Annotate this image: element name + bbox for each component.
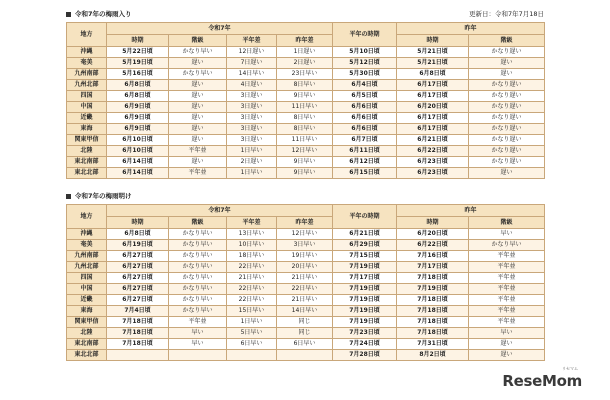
level-cell: かなり早い bbox=[169, 262, 227, 273]
diff-last-cell: 11日早い bbox=[277, 135, 333, 146]
date-cell bbox=[107, 350, 169, 361]
region-cell: 東北北部 bbox=[67, 168, 107, 179]
normal-date-cell: 5月30日頃 bbox=[333, 69, 397, 80]
onset-title-text: 令和7年の梅雨入り bbox=[75, 10, 132, 18]
last-level-cell: かなり遅い bbox=[469, 91, 545, 102]
last-date-cell: 6月17日頃 bbox=[397, 113, 469, 124]
last-date-cell: 6月17日頃 bbox=[397, 80, 469, 91]
level-cell: 遅い bbox=[169, 135, 227, 146]
this-year-header: 令和7年 bbox=[107, 23, 333, 35]
level-cell: 早い bbox=[169, 328, 227, 339]
region-cell: 沖縄 bbox=[67, 229, 107, 240]
updated-date: 更新日：令和7年7月18日 bbox=[468, 10, 544, 18]
table-row bbox=[67, 317, 545, 328]
region-cell: 東北北部 bbox=[67, 350, 107, 361]
region-cell: 北陸 bbox=[67, 146, 107, 157]
normal-date-cell: 6月15日頃 bbox=[333, 168, 397, 179]
diff-normal-cell: 3日遅い bbox=[227, 102, 277, 113]
region-cell: 東北南部 bbox=[67, 157, 107, 168]
region-cell: 沖縄 bbox=[67, 47, 107, 58]
diff-normal-cell: 3日遅い bbox=[227, 124, 277, 135]
diff-normal-cell: 6日早い bbox=[227, 339, 277, 350]
region-cell: 九州北部 bbox=[67, 262, 107, 273]
diff-last-cell: 12日早い bbox=[277, 229, 333, 240]
last-level-cell: 遅い bbox=[469, 168, 545, 179]
onset-section-title bbox=[66, 10, 132, 18]
diff-last-header: 昨年差 bbox=[277, 35, 333, 47]
region-cell: 中国 bbox=[67, 102, 107, 113]
level-cell: 平年並 bbox=[169, 146, 227, 157]
last-level-cell: 遅い bbox=[469, 69, 545, 80]
table-row bbox=[67, 251, 545, 262]
diff-last-cell: 8日早い bbox=[277, 80, 333, 91]
last-date-cell: 8月2日頃 bbox=[397, 350, 469, 361]
date-cell: 6月27日頃 bbox=[107, 284, 169, 295]
region-cell: 関東甲信 bbox=[67, 317, 107, 328]
last-level-cell: かなり遅い bbox=[469, 113, 545, 124]
region-cell: 九州南部 bbox=[67, 251, 107, 262]
diff-normal-cell: 14日早い bbox=[227, 69, 277, 80]
diff-normal-cell: 4日遅い bbox=[227, 80, 277, 91]
last-date-cell: 6月23日頃 bbox=[397, 157, 469, 168]
diff-last-cell: 同じ bbox=[277, 317, 333, 328]
diff-normal-cell: 5日早い bbox=[227, 328, 277, 339]
region-cell: 四国 bbox=[67, 273, 107, 284]
table-row bbox=[67, 69, 545, 80]
diff-last-cell: 9日早い bbox=[277, 91, 333, 102]
level-cell: かなり早い bbox=[169, 284, 227, 295]
last-level-cell: かなり遅い bbox=[469, 146, 545, 157]
date-cell: 6月27日頃 bbox=[107, 273, 169, 284]
normal-date-cell: 7月24日頃 bbox=[333, 339, 397, 350]
table-row bbox=[67, 229, 545, 240]
normal-date-cell: 7月15日頃 bbox=[333, 251, 397, 262]
normal-date-cell: 6月4日頃 bbox=[333, 80, 397, 91]
diff-normal-cell: 1日早い bbox=[227, 146, 277, 157]
diff-last-cell: 9日早い bbox=[277, 168, 333, 179]
last-date-cell: 7月31日頃 bbox=[397, 339, 469, 350]
level-cell: 平年並 bbox=[169, 317, 227, 328]
diff-normal-cell: 7日遅い bbox=[227, 58, 277, 69]
last-year-header: 昨年 bbox=[397, 23, 545, 35]
diff-normal-cell: 12日遅い bbox=[227, 47, 277, 58]
table-row bbox=[67, 80, 545, 91]
normal-date-cell: 7月19日頃 bbox=[333, 284, 397, 295]
date-cell: 7月18日頃 bbox=[107, 328, 169, 339]
diff-normal-cell: 22日早い bbox=[227, 284, 277, 295]
date-cell: 6月9日頃 bbox=[107, 124, 169, 135]
normal-date-header: 平年の時期 bbox=[333, 205, 397, 229]
table-row bbox=[67, 135, 545, 146]
last-level-cell: かなり遅い bbox=[469, 157, 545, 168]
diff-normal-cell: 1日早い bbox=[227, 317, 277, 328]
level-cell: かなり早い bbox=[169, 306, 227, 317]
region-cell: 九州北部 bbox=[67, 80, 107, 91]
diff-last-cell: 2日遅い bbox=[277, 58, 333, 69]
last-date-cell: 6月17日頃 bbox=[397, 124, 469, 135]
level-cell: かなり早い bbox=[169, 229, 227, 240]
last-date-cell: 5月21日頃 bbox=[397, 58, 469, 69]
region-cell: 四国 bbox=[67, 91, 107, 102]
level-cell: 遅い bbox=[169, 58, 227, 69]
diff-normal-header: 平年差 bbox=[227, 35, 277, 47]
diff-last-cell: 11日早い bbox=[277, 102, 333, 113]
date-cell: 6月27日頃 bbox=[107, 295, 169, 306]
date-cell: 6月27日頃 bbox=[107, 251, 169, 262]
diff-last-cell: 3日早い bbox=[277, 240, 333, 251]
last-level-cell: かなり遅い bbox=[469, 80, 545, 91]
region-cell: 東海 bbox=[67, 306, 107, 317]
level-cell bbox=[169, 350, 227, 361]
level-cell: かなり早い bbox=[169, 295, 227, 306]
last-level-cell: 平年並 bbox=[469, 251, 545, 262]
last-date-cell: 7月16日頃 bbox=[397, 251, 469, 262]
last-date-cell: 6月23日頃 bbox=[397, 168, 469, 179]
date-cell: 6月27日頃 bbox=[107, 262, 169, 273]
last-date-cell: 7月17日頃 bbox=[397, 262, 469, 273]
normal-date-cell: 6月6日頃 bbox=[333, 102, 397, 113]
last-date-cell: 7月19日頃 bbox=[397, 284, 469, 295]
normal-date-cell: 6月6日頃 bbox=[333, 124, 397, 135]
level-cell: かなり早い bbox=[169, 47, 227, 58]
normal-date-cell: 6月11日頃 bbox=[333, 146, 397, 157]
last-date-cell: 7月18日頃 bbox=[397, 328, 469, 339]
diff-normal-cell: 3日遅い bbox=[227, 135, 277, 146]
level-cell: かなり早い bbox=[169, 240, 227, 251]
level-cell: 遅い bbox=[169, 157, 227, 168]
diff-last-cell: 20日早い bbox=[277, 262, 333, 273]
normal-date-cell: 7月19日頃 bbox=[333, 306, 397, 317]
table-row bbox=[67, 328, 545, 339]
region-cell: 近畿 bbox=[67, 295, 107, 306]
bullet-square-icon bbox=[66, 12, 71, 17]
diff-last-cell: 8日早い bbox=[277, 113, 333, 124]
logo-text: ReseMom bbox=[502, 372, 582, 390]
normal-date-cell: 6月12日頃 bbox=[333, 157, 397, 168]
table-row bbox=[67, 102, 545, 113]
normal-date-cell: 5月10日頃 bbox=[333, 47, 397, 58]
level-cell: かなり早い bbox=[169, 273, 227, 284]
diff-last-cell: 6日早い bbox=[277, 339, 333, 350]
last-level-cell: 平年並 bbox=[469, 273, 545, 284]
last-level-cell: かなり早い bbox=[469, 240, 545, 251]
diff-normal-cell: 21日早い bbox=[227, 273, 277, 284]
region-cell: 奄美 bbox=[67, 240, 107, 251]
last-level-cell: 平年並 bbox=[469, 295, 545, 306]
date-cell: 6月19日頃 bbox=[107, 240, 169, 251]
resemom-logo bbox=[502, 366, 582, 390]
level-cell: かなり早い bbox=[169, 251, 227, 262]
last-date-cell: 7月18日頃 bbox=[397, 306, 469, 317]
end-section-title bbox=[66, 192, 132, 200]
table-row bbox=[67, 295, 545, 306]
diff-last-cell: 23日早い bbox=[277, 69, 333, 80]
table-row bbox=[67, 168, 545, 179]
diff-last-cell: 14日早い bbox=[277, 306, 333, 317]
this-year-header: 令和7年 bbox=[107, 205, 333, 217]
date-cell: 6月8日頃 bbox=[107, 80, 169, 91]
last-date-cell: 7月18日頃 bbox=[397, 295, 469, 306]
diff-last-cell: 22日早い bbox=[277, 284, 333, 295]
normal-date-cell: 6月5日頃 bbox=[333, 91, 397, 102]
region-cell: 東海 bbox=[67, 124, 107, 135]
diff-last-cell: 9日早い bbox=[277, 157, 333, 168]
region-cell: 北陸 bbox=[67, 328, 107, 339]
date-cell: 5月19日頃 bbox=[107, 58, 169, 69]
date-cell: 5月22日頃 bbox=[107, 47, 169, 58]
last-level-cell: 平年並 bbox=[469, 317, 545, 328]
last-date-cell: 7月18日頃 bbox=[397, 273, 469, 284]
diff-normal-cell: 15日早い bbox=[227, 306, 277, 317]
diff-normal-header: 平年差 bbox=[227, 217, 277, 229]
date-cell: 6月8日頃 bbox=[107, 91, 169, 102]
diff-last-cell: 19日早い bbox=[277, 251, 333, 262]
diff-normal-cell: 2日遅い bbox=[227, 157, 277, 168]
last-date-cell: 7月18日頃 bbox=[397, 317, 469, 328]
last-level-cell: かなり遅い bbox=[469, 47, 545, 58]
table-row bbox=[67, 146, 545, 157]
table-row bbox=[67, 113, 545, 124]
date-cell: 6月10日頃 bbox=[107, 146, 169, 157]
table-row bbox=[67, 284, 545, 295]
table-row bbox=[67, 47, 545, 58]
region-cell: 関東甲信 bbox=[67, 135, 107, 146]
table-row bbox=[67, 273, 545, 284]
last-date-cell: 6月20日頃 bbox=[397, 229, 469, 240]
last-date-cell: 6月22日頃 bbox=[397, 240, 469, 251]
region-header: 地方 bbox=[67, 23, 107, 47]
diff-normal-cell: 1日早い bbox=[227, 168, 277, 179]
level-header: 階級 bbox=[169, 217, 227, 229]
date-cell: 6月8日頃 bbox=[107, 229, 169, 240]
level-cell: 遅い bbox=[169, 80, 227, 91]
date-header: 時期 bbox=[107, 217, 169, 229]
diff-normal-cell: 10日早い bbox=[227, 240, 277, 251]
diff-last-cell: 同じ bbox=[277, 328, 333, 339]
last-date-cell: 6月22日頃 bbox=[397, 146, 469, 157]
last-level-cell: 遅い bbox=[469, 350, 545, 361]
date-cell: 7月18日頃 bbox=[107, 339, 169, 350]
table-row bbox=[67, 91, 545, 102]
last-date-cell: 5月21日頃 bbox=[397, 47, 469, 58]
region-header: 地方 bbox=[67, 205, 107, 229]
last-date-cell: 6月17日頃 bbox=[397, 91, 469, 102]
date-cell: 6月14日頃 bbox=[107, 157, 169, 168]
last-level-cell: かなり遅い bbox=[469, 124, 545, 135]
region-cell: 東北南部 bbox=[67, 339, 107, 350]
normal-date-cell: 6月7日頃 bbox=[333, 135, 397, 146]
diff-normal-cell: 18日早い bbox=[227, 251, 277, 262]
level-header: 階級 bbox=[169, 35, 227, 47]
diff-last-cell: 12日早い bbox=[277, 146, 333, 157]
last-date-header: 時期 bbox=[397, 217, 469, 229]
last-level-header: 階級 bbox=[469, 217, 545, 229]
date-header: 時期 bbox=[107, 35, 169, 47]
date-cell: 6月9日頃 bbox=[107, 102, 169, 113]
last-date-cell: 6月21日頃 bbox=[397, 135, 469, 146]
level-cell: 早い bbox=[169, 339, 227, 350]
region-cell: 奄美 bbox=[67, 58, 107, 69]
date-cell: 7月18日頃 bbox=[107, 317, 169, 328]
date-cell: 6月9日頃 bbox=[107, 113, 169, 124]
last-year-header: 昨年 bbox=[397, 205, 545, 217]
diff-normal-cell: 3日遅い bbox=[227, 91, 277, 102]
diff-last-header: 昨年差 bbox=[277, 217, 333, 229]
level-cell: 遅い bbox=[169, 102, 227, 113]
last-level-header: 階級 bbox=[469, 35, 545, 47]
normal-date-cell: 6月29日頃 bbox=[333, 240, 397, 251]
level-cell: 遅い bbox=[169, 113, 227, 124]
last-level-cell: 遅い bbox=[469, 339, 545, 350]
table-row bbox=[67, 157, 545, 168]
last-level-cell: 平年並 bbox=[469, 262, 545, 273]
normal-date-header: 平年の時期 bbox=[333, 23, 397, 47]
diff-last-cell: 1日遅い bbox=[277, 47, 333, 58]
end-title-text: 令和7年の梅雨明け bbox=[75, 192, 132, 200]
last-date-cell: 6月20日頃 bbox=[397, 102, 469, 113]
normal-date-cell: 7月17日頃 bbox=[333, 273, 397, 284]
date-cell: 6月14日頃 bbox=[107, 168, 169, 179]
date-cell: 6月10日頃 bbox=[107, 135, 169, 146]
logo-ruby: リセマム bbox=[562, 366, 578, 371]
last-level-cell: かなり遅い bbox=[469, 102, 545, 113]
level-cell: 遅い bbox=[169, 91, 227, 102]
normal-date-cell: 6月6日頃 bbox=[333, 113, 397, 124]
table-row bbox=[67, 306, 545, 317]
onset-table bbox=[66, 22, 545, 179]
level-cell: 遅い bbox=[169, 124, 227, 135]
last-level-cell: かなり遅い bbox=[469, 135, 545, 146]
last-level-cell: 平年並 bbox=[469, 284, 545, 295]
table-row bbox=[67, 339, 545, 350]
region-cell: 九州南部 bbox=[67, 69, 107, 80]
table-row bbox=[67, 58, 545, 69]
diff-normal-cell: 22日早い bbox=[227, 262, 277, 273]
normal-date-cell: 7月19日頃 bbox=[333, 317, 397, 328]
region-cell: 近畿 bbox=[67, 113, 107, 124]
last-level-cell: 遅い bbox=[469, 58, 545, 69]
normal-date-cell: 5月12日頃 bbox=[333, 58, 397, 69]
diff-last-cell: 21日早い bbox=[277, 295, 333, 306]
normal-date-cell: 6月21日頃 bbox=[333, 229, 397, 240]
last-date-cell: 6月8日頃 bbox=[397, 69, 469, 80]
normal-date-cell: 7月19日頃 bbox=[333, 295, 397, 306]
level-cell: かなり早い bbox=[169, 69, 227, 80]
table-row bbox=[67, 350, 545, 361]
date-cell: 7月4日頃 bbox=[107, 306, 169, 317]
diff-normal-cell: 13日早い bbox=[227, 229, 277, 240]
diff-normal-cell: 3日遅い bbox=[227, 113, 277, 124]
diff-normal-cell bbox=[227, 350, 277, 361]
diff-last-cell: 8日早い bbox=[277, 124, 333, 135]
date-cell: 5月16日頃 bbox=[107, 69, 169, 80]
table-row bbox=[67, 262, 545, 273]
end-table bbox=[66, 204, 545, 361]
diff-normal-cell: 22日早い bbox=[227, 295, 277, 306]
normal-date-cell: 7月23日頃 bbox=[333, 328, 397, 339]
region-cell: 中国 bbox=[67, 284, 107, 295]
normal-date-cell: 7月19日頃 bbox=[333, 262, 397, 273]
table-row bbox=[67, 240, 545, 251]
last-date-header: 時期 bbox=[397, 35, 469, 47]
bullet-square-icon bbox=[66, 194, 71, 199]
table-row bbox=[67, 124, 545, 135]
level-cell: 平年並 bbox=[169, 168, 227, 179]
last-level-cell: 平年並 bbox=[469, 306, 545, 317]
diff-last-cell: 21日早い bbox=[277, 273, 333, 284]
last-level-cell: 早い bbox=[469, 328, 545, 339]
normal-date-cell: 7月28日頃 bbox=[333, 350, 397, 361]
diff-last-cell bbox=[277, 350, 333, 361]
last-level-cell: 早い bbox=[469, 229, 545, 240]
